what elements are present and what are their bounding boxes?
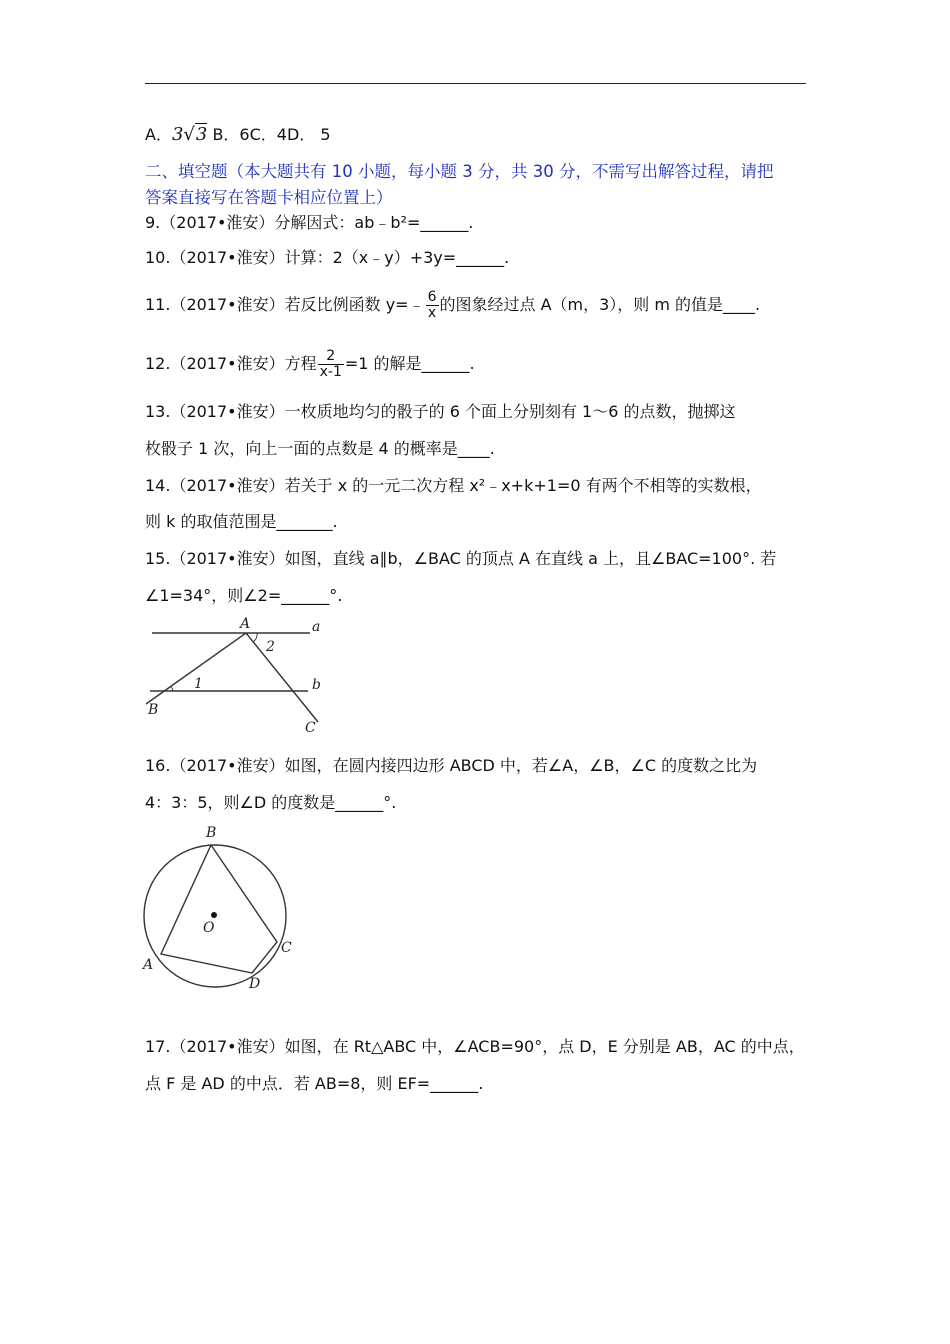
option-a-label: A． bbox=[145, 125, 172, 144]
option-a-radical: 3√3 bbox=[171, 124, 208, 145]
question-15-line1: 15.（2017•淮安）如图，直线 a∥b，∠BAC 的顶点 A 在直线 a 上，且∠BAC=100°. 若 bbox=[145, 549, 777, 568]
question-17-line2: 点 F 是 AD 的中点．若 AB=8，则 EF=______. bbox=[145, 1074, 484, 1093]
angle-2-arc bbox=[253, 633, 257, 642]
fraction-2-over-x-1: $\frac{2}{x-1}$ bbox=[319, 348, 342, 380]
figure-inscribed-quadrilateral bbox=[135, 820, 310, 995]
fraction-6-over-x: $\frac{6}{x}$ bbox=[427, 289, 437, 321]
label-point-o: O bbox=[203, 920, 215, 936]
option-d: D． 5 bbox=[286, 125, 331, 144]
label-point-b: B bbox=[148, 702, 159, 718]
angle-1-arc bbox=[170, 686, 173, 691]
section-title-line2: 答案直接写在答题卡相应位置上） bbox=[145, 188, 393, 207]
label-line-a: a bbox=[312, 619, 321, 635]
question-11: 11.（2017•淮安）若反比例函数 y=﹣ $\frac{6}{x}$ 的图象经过点 A（m，3），则 m 的值是____. bbox=[145, 289, 761, 321]
question-9: 9.（2017•淮安）分解因式：ab﹣b²=______. bbox=[145, 213, 474, 232]
q8-options bbox=[145, 124, 810, 146]
center-point-o bbox=[211, 912, 217, 918]
question-13-line1: 13.（2017•淮安）一枚质地均匀的骰子的 6 个面上分别刻有 1～6 的点数，抛掷这 bbox=[145, 402, 736, 421]
option-b: B．6 bbox=[212, 125, 250, 144]
segment-ac bbox=[246, 633, 318, 722]
label-angle-1: 1 bbox=[194, 676, 203, 692]
option-c: C．4 bbox=[249, 125, 287, 144]
question-10: 10.（2017•淮安）计算：2（x﹣y）+3y=______. bbox=[145, 248, 510, 267]
label-point-b: B bbox=[206, 825, 217, 841]
label-point-a: A bbox=[240, 616, 251, 632]
question-15-line2: ∠1=34°，则∠2=______°. bbox=[145, 586, 343, 605]
question-16-line1: 16.（2017•淮安）如图，在圆内接四边形 ABCD 中，若∠A，∠B，∠C 的度数之比为 bbox=[145, 756, 758, 775]
label-line-b: b bbox=[312, 677, 321, 693]
label-point-d: D bbox=[249, 976, 261, 992]
segment-ab bbox=[146, 633, 246, 704]
question-12: 12.（2017•淮安）方程 $\frac{2}{x-1}$ =1 的解是______. bbox=[145, 348, 475, 380]
label-point-c: C bbox=[281, 940, 292, 956]
label-point-a: A bbox=[143, 957, 154, 973]
question-17-line1: 17.（2017•淮安）如图，在 Rt△ABC 中，∠ACB=90°，点 D，E 分别是 AB，AC 的中点， bbox=[145, 1037, 805, 1056]
question-14-line1: 14.（2017•淮安）若关于 x 的一元二次方程 x²﹣x+k+1=0 有两个不相等的实数根， bbox=[145, 476, 762, 495]
question-16-line2: 4：3：5，则∠D 的度数是______°. bbox=[145, 793, 397, 812]
quadrilateral-abcd bbox=[161, 845, 277, 973]
figure-parallel-lines bbox=[140, 612, 340, 737]
label-point-c: C bbox=[305, 720, 316, 736]
label-angle-2: 2 bbox=[266, 639, 275, 655]
question-14-line2: 则 k 的取值范围是_______. bbox=[145, 512, 338, 531]
header-rule bbox=[145, 83, 806, 84]
question-13-line2: 枚骰子 1 次，向上一面的点数是 4 的概率是____. bbox=[145, 439, 495, 458]
section-title-line1: 二、填空题（本大题共有 10 小题，每小题 3 分，共 30 分，不需写出解答过程，请把 bbox=[145, 162, 774, 181]
